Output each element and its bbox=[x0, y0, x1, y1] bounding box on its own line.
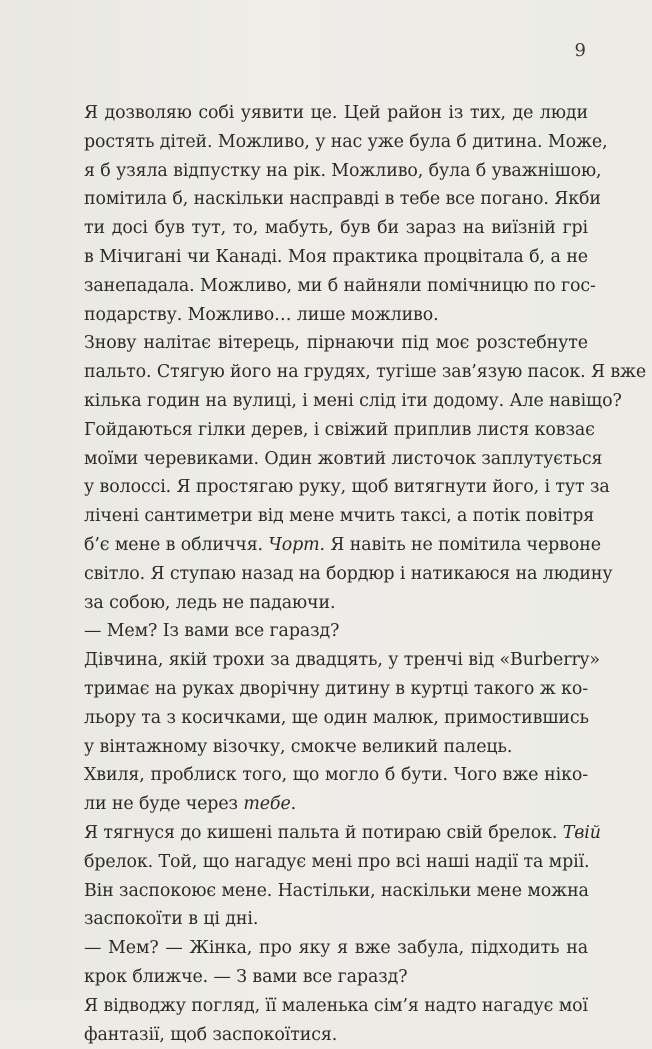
text-line: лічені сантиметри від мене мчить таксі, а потік повітря bbox=[84, 502, 588, 531]
text-line: подарству. Можливо… лише можливо. bbox=[84, 301, 588, 330]
text-line: моїми черевиками. Один жовтий листочок заплутується bbox=[84, 445, 588, 474]
text-line: Він заспокоює мене. Настільки, наскільки мене можна bbox=[84, 877, 588, 906]
text-line: Я відводжу погляд, її маленька сім’я надто нагадує мої bbox=[84, 992, 588, 1021]
text-line: кілька годин на вулиці, і мені слід іти додому. Але навіщо? bbox=[84, 387, 588, 416]
text-line: Хвиля, проблиск того, що могло б бути. Чого вже ніко- bbox=[84, 761, 588, 790]
text-line: помітила б, наскільки насправді в тебе все погано. Якби bbox=[84, 185, 588, 214]
paragraph-3 bbox=[84, 416, 588, 618]
text-line: заспокоїти в ці дні. bbox=[84, 905, 588, 934]
italic-text: Чорт. bbox=[268, 535, 325, 555]
text-run: ли не буде через bbox=[84, 794, 243, 814]
text-line: Гойдаються гілки дерев, і свіжий приплив листя ковзає bbox=[84, 416, 588, 445]
text-run: Я навіть не помітила червоне bbox=[325, 535, 601, 555]
text-line: ти досі був тут, то, мабуть, був би зараз на виїзній грі bbox=[84, 214, 588, 243]
text-line: за собою, ледь не падаючи. bbox=[84, 589, 588, 618]
text-line: в Мічигані чи Канаді. Моя практика процвітала б, а не bbox=[84, 243, 588, 272]
paragraph-4 bbox=[84, 617, 588, 646]
paragraph-8 bbox=[84, 934, 588, 992]
text-line: занепадала. Можливо, ми б найняли помічницю по гос- bbox=[84, 272, 588, 301]
paragraph-2 bbox=[84, 329, 588, 415]
text-line: — Мем? Із вами все гаразд? bbox=[84, 617, 588, 646]
text-line: ростять дітей. Можливо, у нас уже була б дитина. Може, bbox=[84, 128, 588, 157]
text-line: у волоссі. Я простягаю руку, щоб витягнути його, і тут за bbox=[84, 473, 588, 502]
text-line: фантазії, щоб заспокоїтися. bbox=[84, 1021, 588, 1049]
paragraph-6 bbox=[84, 761, 588, 819]
text-run: Я тягнуся до кишені пальта й потираю свій брелок. bbox=[84, 823, 563, 843]
text-line bbox=[84, 790, 588, 819]
italic-text: тебе bbox=[243, 794, 290, 814]
body-text bbox=[84, 99, 588, 1049]
text-line: світло. Я ступаю назад на бордюр і натикаюся на людину bbox=[84, 560, 588, 589]
text-run: б’є мене в обличчя. bbox=[84, 535, 268, 555]
paragraph-5 bbox=[84, 646, 588, 761]
text-line: — Мем? — Жінка, про яку я вже забула, підходить на bbox=[84, 934, 588, 963]
text-line bbox=[84, 531, 588, 560]
text-line bbox=[84, 819, 588, 848]
paragraph-1 bbox=[84, 99, 588, 329]
text-run: . bbox=[291, 794, 296, 814]
italic-text: Твій bbox=[563, 823, 601, 843]
text-line: льору та з косичками, ще один малюк, примостившись bbox=[84, 704, 588, 733]
paragraph-9 bbox=[84, 992, 588, 1049]
text-line: тримає на руках дворічну дитину в куртці такого ж ко- bbox=[84, 675, 588, 704]
text-line: Знову налітає вітерець, пірнаючи під моє розстебнуте bbox=[84, 329, 588, 358]
text-line: брелок. Той, що нагадує мені про всі наші надії та мрії. bbox=[84, 848, 588, 877]
text-line: Я дозволяю собі уявити це. Цей район із тих, де люди bbox=[84, 99, 588, 128]
text-line: у вінтажному візочку, смокче великий палець. bbox=[84, 733, 588, 762]
text-line: пальто. Стягую його на грудях, тугіше зав’язую пасок. Я вже bbox=[84, 358, 588, 387]
text-line: крок ближче. — З вами все гаразд? bbox=[84, 963, 588, 992]
paragraph-7 bbox=[84, 819, 588, 934]
page-number: 9 bbox=[575, 40, 586, 61]
text-line: я б узяла відпустку на рік. Можливо, була б уважнішою, bbox=[84, 157, 588, 186]
text-line: Дівчина, якій трохи за двадцять, у тренчі від «Burberry» bbox=[84, 646, 588, 675]
